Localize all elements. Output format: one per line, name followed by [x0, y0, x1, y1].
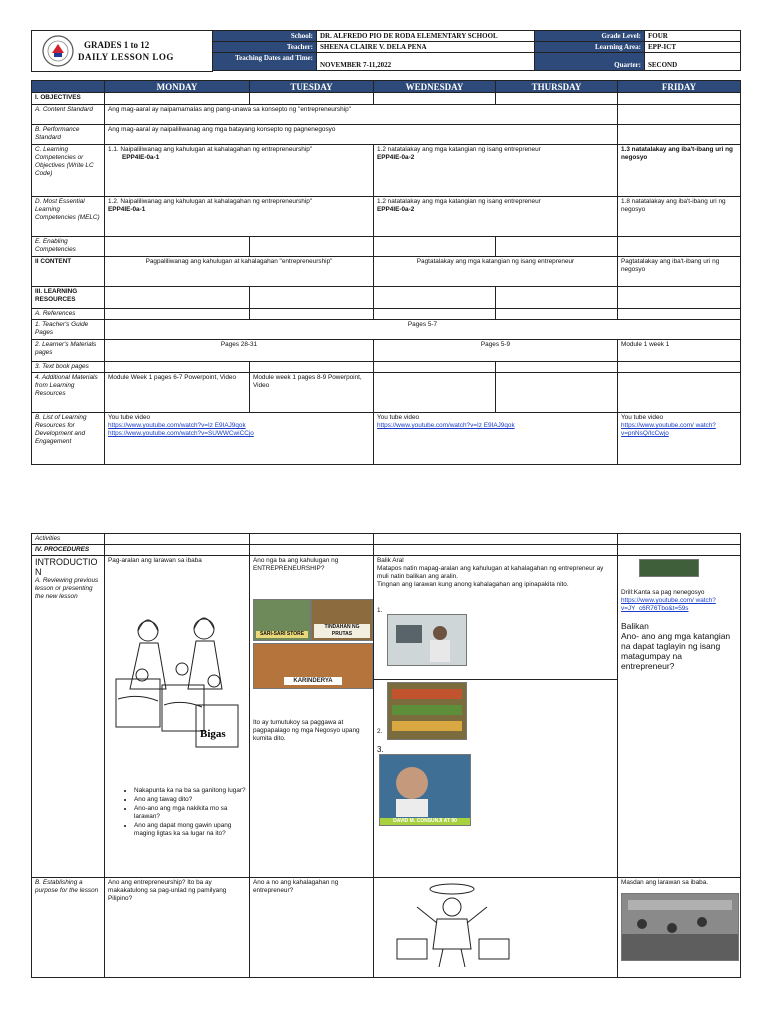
day-friday: FRIDAY	[618, 81, 741, 93]
header-logo-box	[31, 30, 213, 72]
competencies-wednesday-text: 1.2 natatalakay ang mga katangian ng isang entrepreneur	[377, 146, 541, 153]
teacher-value: SHEENA CLAIRE V. DELA PENA	[317, 42, 535, 53]
area-value: EPP-ICT	[645, 42, 741, 53]
enabling-label: E. Enabling Competencies	[32, 237, 105, 257]
competencies-wednesday	[374, 145, 618, 197]
karinderya-photo	[253, 643, 373, 689]
fruit-store-photo	[311, 599, 373, 641]
vendor-sketch-icon	[387, 879, 517, 969]
resource-list-wednesday	[374, 413, 618, 465]
content-monday: Pagpaliliwanag ang kahulugan at kahalagahan "entrepreneurship"	[105, 257, 374, 287]
performance-standard-label: B. Performance Standard	[32, 125, 105, 145]
intro-friday	[618, 556, 741, 878]
day-wednesday: WEDNESDAY	[374, 81, 496, 93]
intro-subtitle: A. Reviewing previous lesson or presenting the new lesson	[35, 577, 99, 600]
teachers-guide-label: 1. Teacher's Guide Pages	[32, 320, 105, 340]
purpose-monday: Ano ang entrepreneurship? Ito ba ay makakatulong sa pag-unlad ng pamilyang Pilipino?	[105, 878, 250, 978]
list-item: • Ano-ano ang mga nakikita mo sa larawan?	[134, 805, 246, 821]
header-info-table	[212, 30, 741, 71]
karinderya-sign: KARINDERYA	[284, 677, 342, 685]
consunji-caption: DAVID M. CONSUNJI AT 90	[380, 818, 470, 825]
procedures-label: IV. PROCEDURES	[32, 545, 105, 556]
list-item: • Nakapunta ka na ba sa ganitong lugar?	[134, 787, 246, 795]
purpose-wednesday	[374, 878, 618, 978]
market-sketch-icon	[112, 609, 242, 759]
wed-number-2: 2.	[377, 728, 383, 735]
fri-question: Ano- ano ang mga katangian na dapat taglayin ng isang matagumpay na entrepreneur?	[621, 631, 731, 671]
textbook-label: 3. Text book pages	[32, 362, 105, 373]
resource-list-friday	[618, 413, 741, 465]
monday-question-list	[108, 787, 246, 838]
grade-label: Grade Level:	[535, 31, 645, 42]
youtube-link-5[interactable]: https://www.youtube.com/ watch?v=JY_c6R76Tbo&t=59s	[621, 597, 716, 612]
melc-friday: 1.8 natatalakay ang iba't-ibang uri ng negosyo	[618, 197, 741, 237]
teacher-label: Teacher:	[213, 42, 317, 53]
learners-materials-label: 2. Learner's Materials pages	[32, 340, 105, 362]
melc-wednesday	[374, 197, 618, 237]
wed-instruction: Tingnan ang larawan kung anong kahalagahan ang ipinapakita nito.	[377, 581, 569, 588]
purpose-friday	[618, 878, 741, 978]
additional-materials-monday: Module Week 1 pages 6-7 Powerpoint, Video	[105, 373, 250, 413]
deped-seal-icon	[42, 35, 74, 67]
resource-list-monday	[105, 413, 374, 465]
content-standard-label: A. Content Standard	[32, 105, 105, 125]
log-title-2: DAILY LESSON LOG	[78, 52, 174, 62]
school-value: DR. ALFREDO PIO DE RODA ELEMENTARY SCHOOL	[317, 31, 535, 42]
corner-cell	[32, 81, 105, 93]
intro-title: INTRODUCTIO N	[35, 557, 98, 577]
day-monday: MONDAY	[105, 81, 250, 93]
businessman-icon	[388, 615, 466, 665]
resource-list-label: B. List of Learning Resources for Development and Engagement	[32, 413, 105, 465]
factory-photo	[621, 893, 739, 961]
fruit-store-sign: TINDAHAN NG PRUTAS	[314, 624, 370, 638]
goods-photo	[387, 682, 467, 740]
list-item: • Ano ang tawag dito?	[134, 796, 246, 804]
references-label: A. References	[32, 309, 105, 320]
youtube-link-4[interactable]: https://www.youtube.com/ watch?v=pnNsQ/IcCwjo	[621, 422, 716, 437]
area-label: Learning Area:	[535, 42, 645, 53]
learners-materials-friday: Module 1 week 1	[618, 340, 741, 362]
intro-monday-text: Pag-aralan ang larawan sa ibaba	[108, 557, 202, 564]
intro-tuesday-caption: Ito ay tumutukoy sa paggawa at pagpapalago ng mga Negosyo upang kumita dito.	[253, 719, 360, 742]
melc-monday	[105, 197, 374, 237]
teachers-guide-value: Pages 5-7	[105, 320, 741, 340]
intro-label-cell	[32, 556, 105, 878]
intro-tuesday	[250, 556, 374, 878]
melc-monday-text: 1.2. Naipaliliwanag ang kahulugan at kahalagahan ng entrepreneurship"	[108, 198, 313, 205]
wed-divider	[374, 679, 617, 680]
wed-balik-aral: Balik Aral	[377, 557, 404, 564]
objectives-label: I. OBJECTIVES	[32, 93, 105, 105]
wed-number-3: 3.	[377, 745, 384, 754]
grade-value: FOUR	[645, 31, 741, 42]
content-label: II CONTENT	[32, 257, 105, 287]
drill-video-thumbnail	[639, 559, 699, 577]
vendor-illustration	[387, 879, 517, 969]
quarter-value: SECOND	[645, 53, 741, 71]
content-standard-text: Ang mag-aaral ay naipamamalas ang pang-unawa sa konsepto ng "entrepreneurship"	[105, 105, 618, 125]
bigas-sign: Bigas	[200, 728, 226, 740]
list-item: • Ano ang dapat mong gawin upang maging ligtas ka sa lugar na ito?	[134, 822, 246, 838]
purpose-label: B. Establishing a purpose for the lesson	[32, 878, 105, 978]
intro-tuesday-question: Ano nga ba ang kahulugan ng ENTREPRENEURSHIP?	[253, 557, 339, 572]
melc-wednesday-text: 1.2 natatalakay ang mga katangian ng isang entrepreneur	[377, 198, 541, 205]
activities-label: Activities	[32, 534, 105, 545]
intro-wednesday	[374, 556, 618, 878]
wed-review-text: Matapos natin mapag-aralan ang kahulugan at kahalagahan ng entrepreneur ay muli natin balikan ang aralin.	[377, 565, 604, 580]
competencies-monday-code: EPP4IE-0a-1	[122, 154, 160, 161]
competencies-friday: 1.3 natatalakay ang iba't-ibang uri ng negosyo	[618, 145, 741, 197]
resource-list-monday-text: You tube video	[108, 414, 151, 421]
purpose-friday-text: Masdan ang larawan sa ibaba.	[621, 879, 709, 886]
procedures-table	[31, 533, 741, 978]
store-photos	[253, 599, 370, 691]
resources-label: III. LEARNING RESOURCES	[32, 287, 105, 309]
day-tuesday: TUESDAY	[250, 81, 374, 93]
dates-label: Teaching Dates and Time:	[213, 53, 317, 71]
consunji-photo	[379, 754, 471, 826]
workers-photo-icon	[622, 894, 738, 960]
resource-list-friday-text: You tube video	[621, 414, 664, 421]
learners-materials-wednesday: Pages 5-9	[374, 340, 618, 362]
market-illustration	[112, 609, 242, 759]
competencies-monday-text: 1.1. Naipaliliwanag ang kahulugan at kahalagahan ng entrepreneurship"	[108, 146, 313, 153]
melc-wednesday-code: EPP4IE-0a-2	[377, 206, 415, 213]
fri-balikan: Balikan	[621, 621, 649, 631]
melc-monday-code: EPP4IE-0a-1	[108, 206, 146, 213]
competencies-wednesday-code: EPP4IE-0a-2	[377, 154, 415, 161]
purpose-tuesday: Ano a no ang kahalagahan ng entrepreneur?	[250, 878, 374, 978]
lesson-table	[31, 80, 741, 465]
school-label: School:	[213, 31, 317, 42]
sari-sari-photo	[253, 599, 311, 641]
content-wednesday: Pagtatalakay ang mga katangian ng isang entrepreneur	[374, 257, 618, 287]
day-thursday: THURSDAY	[496, 81, 618, 93]
sari-sari-sign: SARI-SARI STORE	[256, 631, 308, 638]
quarter-label: Quarter:	[535, 53, 645, 71]
youtube-link-2[interactable]: https://www.youtube.com/watch?v=SUWWCwiCCjo	[108, 430, 254, 437]
additional-materials-tuesday: Module week 1 pages 8-9 Powerpoint, Video	[250, 373, 374, 413]
log-title-1: GRADES 1 to 12	[84, 40, 150, 50]
additional-materials-label: 4. Additional Materials from Learning Resources	[32, 373, 105, 413]
intro-monday	[105, 556, 250, 878]
performance-standard-text: Ang mag-aaral ay naipaliliwanag ang mga batayang konsepto ng pagnenegosyo	[105, 125, 618, 145]
fri-drill: Drill:Kanta sa pag nenegosyo	[621, 589, 705, 596]
melc-label: D. Most Essential Learning Competencies (MELC)	[32, 197, 105, 237]
youtube-link-1[interactable]: https://www.youtube.com/watch?v=Iz E9IAJ9qok	[108, 422, 246, 429]
competencies-monday	[105, 145, 374, 197]
content-friday: Pagtatalakay ang iba't-ibang uri ng negosyo	[618, 257, 741, 287]
portrait-icon	[380, 755, 470, 825]
wed-number-1: 1.	[377, 607, 383, 614]
grocery-shelf-icon	[388, 683, 466, 739]
dates-value: NOVEMBER 7-11,2022	[317, 53, 535, 71]
resource-list-wednesday-text: You tube video	[377, 414, 420, 421]
competencies-label: C. Learning Competencies or Objectives (Write LC Code)	[32, 145, 105, 197]
youtube-link-3[interactable]: https://www.youtube.com/watch?v=Iz E9IAJ9qok	[377, 422, 515, 429]
office-photo	[387, 614, 467, 666]
learners-materials-monday: Pages 28-31	[105, 340, 374, 362]
